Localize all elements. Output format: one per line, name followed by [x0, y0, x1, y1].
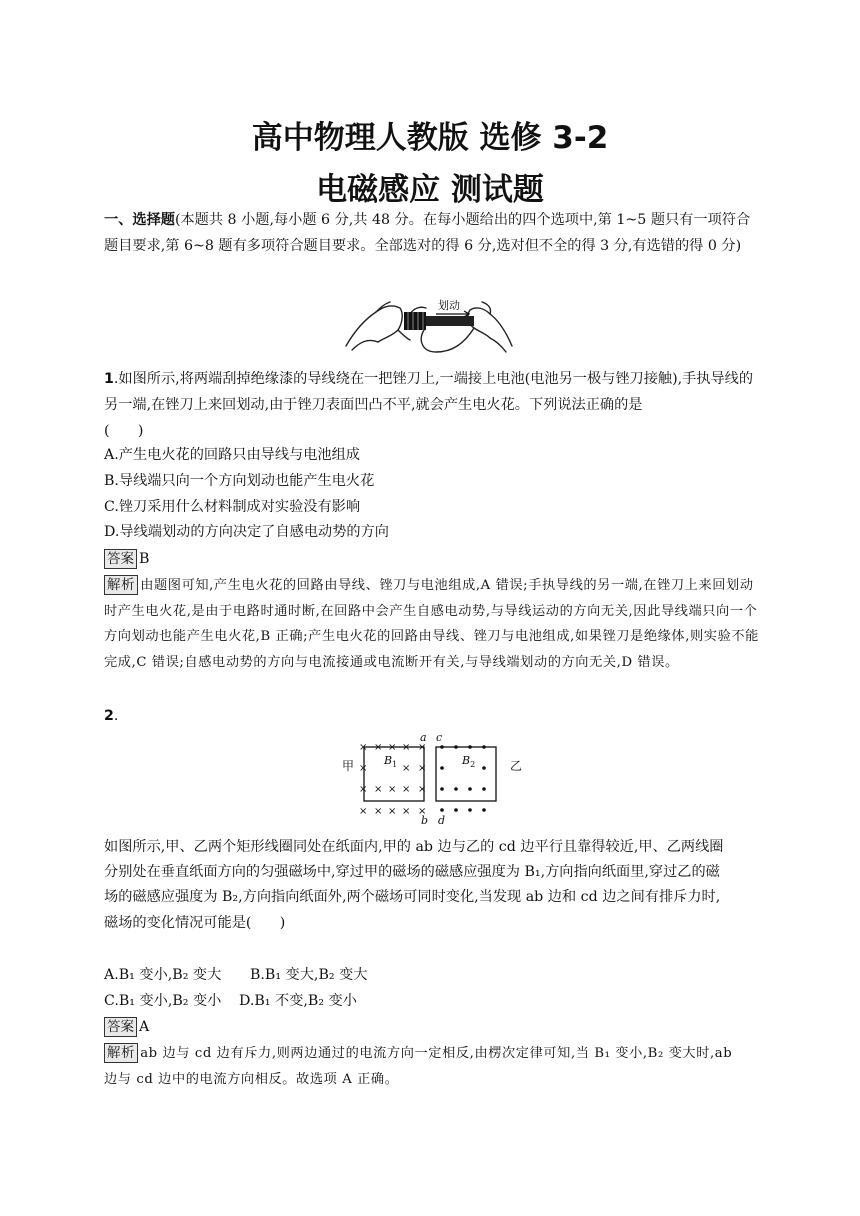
- label-c: c: [436, 731, 443, 744]
- label-yi: 乙: [510, 759, 523, 773]
- section-instructions: [104, 208, 760, 259]
- q1-stem: [104, 367, 760, 418]
- q1-stem-text: .如图所示,将两端刮掉绝缘漆的导线绕在一把锉刀上,一端接上电池(电池另一极与锉刀接触),手执导线的另一端,在锉刀上来回划动,由于锉刀表面凹凸不平,就会产生电火花。下列说法正确的是: [104, 371, 754, 413]
- q1-answer-value: B: [139, 551, 150, 567]
- q1-analysis-text: 由题图可知,产生电火花的回路由导线、锉刀与电池组成,A 错误;手执导线的另一端,在锉刀上来回划动时产生电火花,是由于电路时通时断,在回路中会产生自感电动势,与导线运动的方向无关,因此导线端只向一个方向划动也能产生电火花,B 正确;产生电火花的回路由导线、锉刀与电池组成,如果锉刀是绝缘体,则实验不能完成,C 错误;自感电动势的方向与电流接通或电流断开有关,与导线端划动的方向无关,D 错误。: [104, 578, 759, 670]
- q2-stem-line-3: 场的磁感应强度为 B₂,方向指向纸面外,两个磁场可同时变化,当发现 ab 边和 cd 边之间有排斥力时,: [104, 889, 721, 905]
- q2-stem-line-4: 磁场的变化情况可能是( ): [104, 915, 286, 931]
- q2-answer: [104, 1015, 149, 1039]
- figure-two-coils: [338, 730, 528, 826]
- section-instructions-text: (本题共 8 小题,每小题 6 分,共 48 分。在每小题给出的四个选项中,第 1~5 题只有一项符合题目要求,第 6~8 题有多项符合题目要求。全部选对的得 6 分,选对但不全的得 3 分,有选错的得 0 分): [104, 212, 751, 254]
- label-a: a: [420, 731, 427, 744]
- section-heading: 一、选择题: [104, 212, 175, 228]
- q1-analysis: [104, 573, 764, 675]
- label-b: b: [421, 814, 429, 826]
- wire-loop: [421, 328, 474, 352]
- q1-option-a[interactable]: A.产生电火花的回路只由导线与电池组成: [104, 447, 360, 463]
- svg-text:×: ×: [402, 806, 411, 817]
- svg-text:B1: $B_1$: [384, 754, 398, 769]
- svg-text:×: ×: [388, 806, 397, 817]
- q2-number-line: 2.: [104, 708, 119, 724]
- svg-text:×: ×: [388, 742, 397, 753]
- svg-text:×: ×: [402, 763, 411, 774]
- left-hand-outline: [346, 306, 402, 346]
- q2-analysis-line-1: ab 边与 cd 边有斥力,则两边通过的电流方向一定相反,由楞次定律可知,当 B₁ 变小,B₂ 变大时,ab: [140, 1046, 733, 1061]
- q2-stem-line-1: 如图所示,甲、乙两个矩形线圈同处在纸面内,甲的 ab 边与乙的 cd 边平行且靠得较近,甲、乙两线圈: [104, 839, 724, 855]
- figure-file-and-wire: [340, 294, 520, 356]
- svg-text:×: ×: [374, 784, 383, 795]
- answer-tag: 答案: [104, 549, 137, 569]
- svg-text:×: ×: [359, 806, 368, 817]
- q2-answer-value: A: [139, 1019, 150, 1035]
- svg-text:×: ×: [359, 742, 368, 753]
- document-title: 高中物理人教版 选修 3-2: [251, 120, 609, 156]
- analysis-tag: 解析: [104, 575, 138, 595]
- analysis-tag: 解析: [104, 1043, 138, 1063]
- label-jia: 甲: [342, 759, 355, 773]
- q1-answer: [104, 547, 149, 571]
- q2-option-d[interactable]: D.B₁ 不变,B₂ 变小: [239, 993, 357, 1009]
- svg-text:×: ×: [402, 784, 411, 795]
- svg-text:×: ×: [418, 763, 427, 774]
- q2-analysis-line-2: 边与 cd 边中的电流方向相反。故选项 A 正确。: [104, 1072, 399, 1087]
- document-subtitle: 电磁感应 测试题: [316, 172, 544, 208]
- svg-text:×: ×: [359, 784, 368, 795]
- q2-stem-line-2: 分别处在垂直纸面方向的匀强磁场中,穿过甲的磁场的磁感应强度为 B₁,方向指向纸面里,穿过乙的磁: [104, 864, 720, 880]
- svg-text:×: ×: [388, 784, 397, 795]
- svg-text:×: ×: [402, 742, 411, 753]
- answer-tag: 答案: [104, 1017, 137, 1037]
- q2-option-c[interactable]: C.B₁ 变小,B₂ 变小: [104, 993, 222, 1009]
- svg-text:×: ×: [418, 742, 427, 753]
- svg-text:×: ×: [374, 806, 383, 817]
- label-d: d: [438, 814, 446, 826]
- svg-text:×: ×: [418, 806, 427, 817]
- q1-option-b[interactable]: B.导线端只向一个方向划动也能产生电火花: [104, 473, 375, 489]
- q1-option-d[interactable]: D.导线端划动的方向决定了自感电动势的方向: [104, 524, 389, 540]
- svg-text:B2: $B_2$: [462, 754, 476, 769]
- svg-text:×: ×: [359, 763, 368, 774]
- q2-number: 2: [104, 708, 114, 724]
- svg-text:×: ×: [374, 742, 383, 753]
- q2-analysis: [104, 1042, 732, 1066]
- q1-option-c[interactable]: C.锉刀采用什么材料制成对实验没有影响: [104, 499, 361, 515]
- svg-text:×: ×: [418, 784, 427, 795]
- q2-option-b[interactable]: B.B₁ 变大,B₂ 变大: [250, 967, 368, 983]
- q1-number: 1: [104, 371, 114, 387]
- q2-option-a[interactable]: A.B₁ 变小,B₂ 变大: [104, 967, 222, 983]
- figure-label-slide: 划动: [438, 299, 460, 312]
- q1-blank: ( ): [104, 423, 144, 439]
